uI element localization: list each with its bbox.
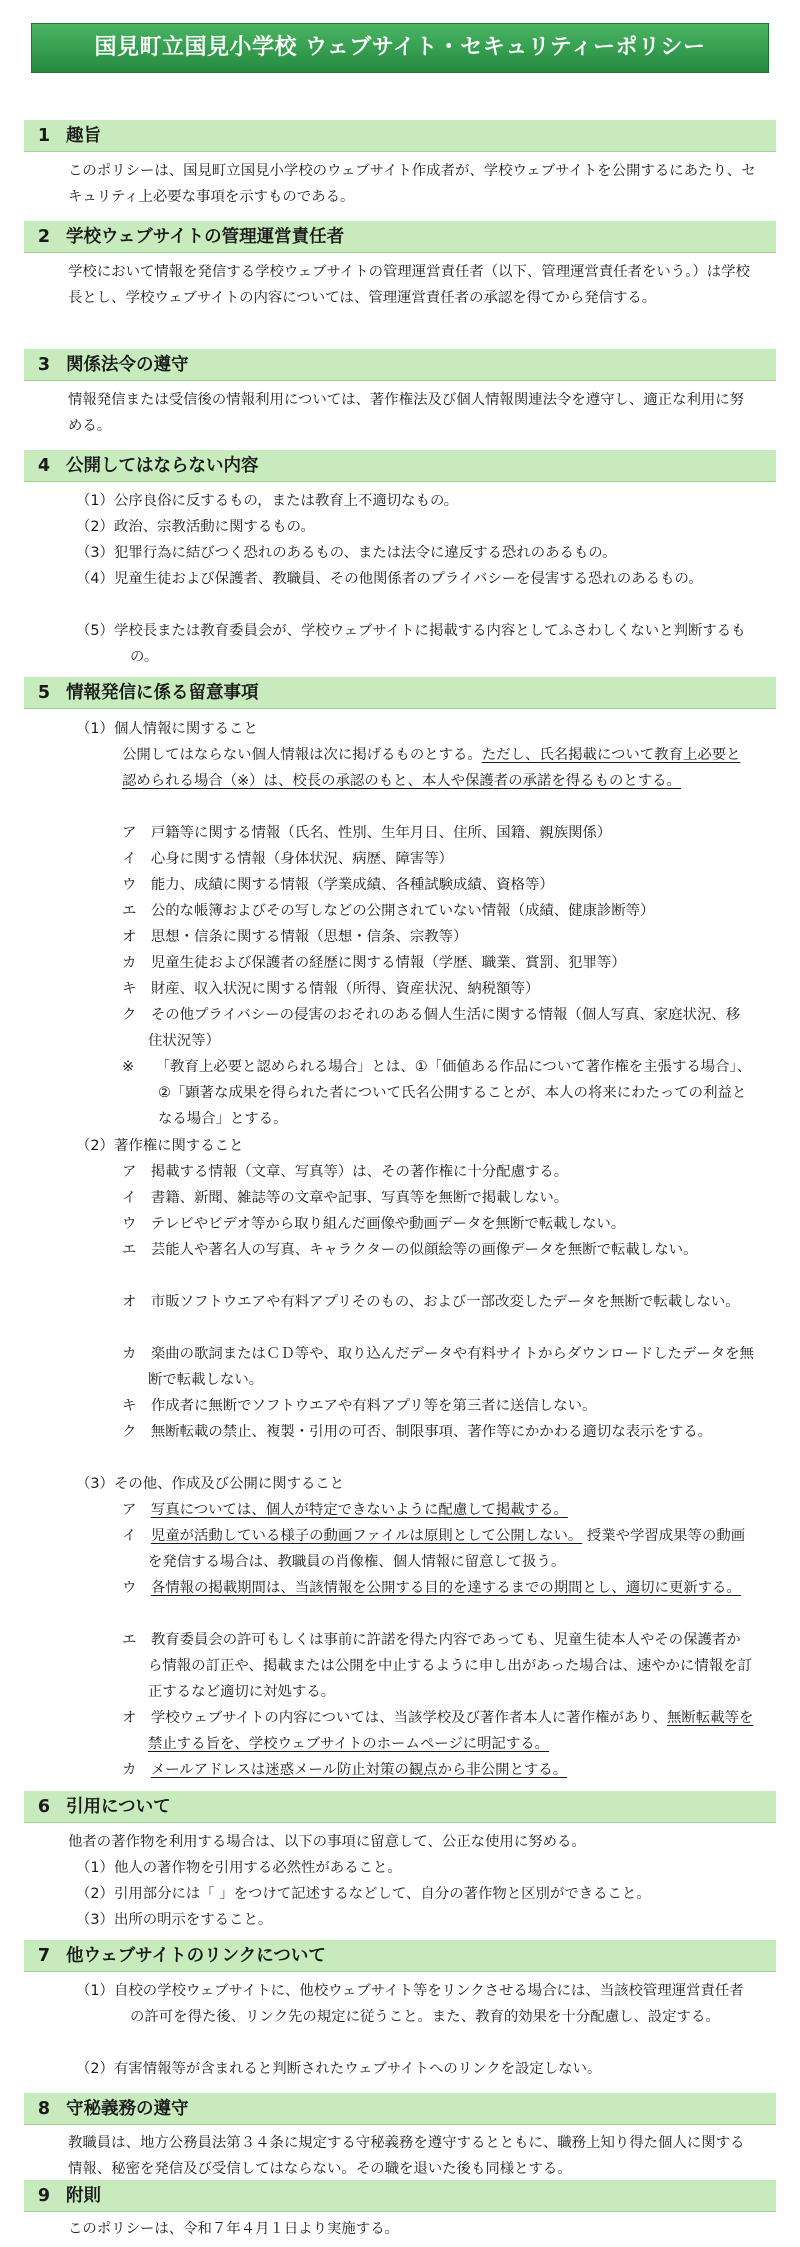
section-title: 他ウェブサイトのリンクについて — [66, 1945, 326, 1966]
section-title: 趣旨 — [66, 125, 101, 146]
section-title: 引用について — [66, 1796, 171, 1817]
list-item: カ 児童生徒および保護者の経歴に関する情報（学歴、職業、賞罰、犯罪等） — [122, 955, 626, 971]
section-title: 関係法令の遵守 — [66, 354, 189, 375]
list-item: ア 写真については、個人が特定できないように配慮して掲載する。 — [122, 1502, 568, 1518]
section-title: 公開してはならない内容 — [66, 455, 259, 476]
section-number: 1 — [37, 125, 51, 146]
list-item: （3）犯罪行為に結びつく恐れのあるもの、または法令に違反する恐れのあるもの。 — [76, 545, 617, 561]
section-number: 6 — [37, 1796, 51, 1817]
list-item: エ 芸能人や著名人の写真、キャラクターの似顔絵等の画像データを無断で転載しない。 — [122, 1242, 698, 1258]
list-item: （1）公序良俗に反するもの，または教育上不適切なもの。 — [76, 493, 459, 509]
list-item: ク その他プライバシーの侵害のおそれのある個人生活に関する情報（個人写真、家庭状況、移住状況等） — [122, 1007, 741, 1049]
list-item: ク 無断転載の禁止、複製・引用の可否、制限事項、著作等にかかわる適切な表示をする。 — [122, 1424, 713, 1440]
list-item: （2）有害情報等が含まれると判断されたウェブサイトへのリンクを設定しない。 — [76, 2061, 602, 2077]
section-number: 4 — [37, 455, 51, 476]
section-text-citation: 他者の著作物を利用する場合は、以下の事項に留意して、公正な使用に努める。 — [68, 1834, 586, 1850]
section-text-appendix: このポリシーは、令和７年４月１日より実施する。 — [68, 2221, 399, 2237]
page-title: 国見町立国見小学校 ウェブサイト・セキュリティーポリシー — [31, 23, 769, 73]
section-heading-citation — [24, 1791, 776, 1823]
section-heading-links — [24, 1940, 776, 1972]
list-item: ア 掲載する情報（文章、写真等）は、その著作権に十分配慮する。 — [122, 1164, 569, 1180]
list-item: イ 書籍、新聞、雑誌等の文章や記事、写真等を無断で掲載しない。 — [122, 1190, 569, 1206]
list-item: ウ 能力、成績に関する情報（学業成績、各種試験成績、資格等） — [122, 877, 554, 893]
list-item: （5）学校長または教育委員会が、学校ウェブサイトに掲載する内容としてふさわしくないと判断するもの。 — [76, 623, 746, 665]
section-number: 7 — [37, 1945, 51, 1966]
section-text-purpose: このポリシーは、国見町立国見小学校のウェブサイト作成者が、学校ウェブサイトを公開するにあたり、セキュリティ上必要な事項を示すものである。 — [68, 163, 756, 205]
list-item: （3）出所の明示をすること。 — [76, 1912, 273, 1928]
list-item: ア 戸籍等に関する情報（氏名、性別、生年月日、住所、国籍、親族関係） — [122, 825, 612, 841]
section-title: 附則 — [66, 2185, 101, 2206]
section-heading-confidentiality — [24, 2093, 776, 2125]
section-number: 3 — [37, 354, 51, 375]
section-text-confidentiality: 教職員は、地方公務員法第３４条に規定する守秘義務を遵守するとともに、職務上知り得た個人に関する情報、秘密を発信及び受信してはならない。その職を退いた後も同様とする。 — [68, 2135, 745, 2177]
list-item: カ 楽曲の歌詞またはＣＤ等や、取り込んだデータや有料サイトからダウンロードしたデータを無断で転載しない。 — [122, 1346, 754, 1388]
list-item: イ 児童が活動している様子の動画ファイルは原則として公開しない。 授業や学習成果等の動画を発信する場合は、教職員の肖像権、個人情報に留意して扱う。 — [122, 1528, 746, 1570]
list-item: エ 教育委員会の許可もしくは事前に許諾を得た内容であっても、児童生徒本人やその保護者から情報の訂正や、掲載または公開を中止するように申し出があった場合は、速やかに情報を訂正するなど適切に対処する。 — [122, 1632, 752, 1700]
section-heading-notes — [24, 677, 776, 709]
list-item: ウ 各情報の掲載期間は、当該情報を公開する目的を達するまでの期間とし、適切に更新する。 — [122, 1580, 741, 1596]
list-item: （1）自校の学校ウェブサイトに、他校ウェブサイト等をリンクさせる場合には、当該校管理運営責任者の許可を得た後、リンク先の規定に従うこと。また、教育的効果を十分配慮し、設定する。 — [76, 1983, 744, 2025]
list-item: イ 心身に関する情報（身体状況、病歴、障害等） — [122, 851, 454, 867]
section-number: 2 — [37, 226, 51, 247]
section-number: 5 — [37, 682, 51, 703]
group-heading-personal-info: （1）個人情報に関すること — [76, 721, 258, 737]
list-item: オ 市販ソフトウエアや有料アプリそのもの、および一部改変したデータを無断で転載しない。 — [122, 1294, 740, 1310]
section-title: 情報発信に係る留意事項 — [66, 682, 259, 703]
group-heading-copyright: （2）著作権に関すること — [76, 1138, 244, 1154]
section-heading-laws — [24, 349, 776, 381]
list-item: （2）引用部分には「 」をつけて記述するなどして、自分の著作物と区別ができること。 — [76, 1886, 651, 1902]
list-item: （2）政治、宗教活動に関するもの。 — [76, 519, 315, 535]
note-item: ※ 「教育上必要と認められる場合」とは、①「価値ある作品について著作権を主張する場合」、②「顕著な成果を得られた者について氏名公開することが、本人の将来にわたっての利益となる場合」とする。 — [122, 1059, 752, 1127]
section-heading-appendix — [24, 2180, 776, 2212]
section-title: 守秘義務の遵守 — [66, 2098, 189, 2119]
list-item: （1）他人の著作物を引用する必然性があること。 — [76, 1860, 402, 1876]
list-item: オ 学校ウェブサイトの内容については、当該学校及び著作者本人に著作権があり、無断転載等を禁止する旨を、学校ウェブサイトのホームページに明記する。 — [122, 1710, 754, 1752]
section-heading-admin — [24, 221, 776, 253]
personal-info-intro: 公開してはならない個人情報は次に掲げるものとする。ただし、氏名掲載について教育上必要と認められる場合（※）は、校長の承認のもと、本人や保護者の承諾を得るものとする。 — [122, 747, 741, 789]
list-item: （4）児童生徒および保護者、教職員、その他関係者のプライバシーを侵害する恐れのあるもの。 — [76, 571, 703, 587]
group-heading-other: （3）その他、作成及び公開に関すること — [76, 1476, 345, 1492]
list-item: ウ テレビやビデオ等から取り組んだ画像や動画データを無断で転載しない。 — [122, 1216, 626, 1232]
section-heading-purpose — [24, 120, 776, 152]
section-text-laws: 情報発信または受信後の情報利用については、著作権法及び個人情報関連法令を遵守し、適正な利用に努める。 — [68, 392, 745, 434]
section-number: 8 — [37, 2098, 51, 2119]
section-title: 学校ウェブサイトの管理運営責任者 — [66, 226, 345, 247]
list-item: カ メールアドレスは迷惑メール防止対策の観点から非公開とする。 — [122, 1762, 568, 1778]
list-item: オ 思想・信条に関する情報（思想・信条、宗教等） — [122, 929, 468, 945]
list-item: エ 公的な帳簿およびその写しなどの公開されていない情報（成績、健康診断等） — [122, 903, 655, 919]
section-heading-prohibited — [24, 450, 776, 482]
list-item: キ 財産、収入状況に関する情報（所得、資産状況、納税額等） — [122, 981, 540, 997]
section-text-admin: 学校において情報を発信する学校ウェブサイトの管理運営責任者（以下、管理運営責任者をいう。）は学校長とし、学校ウェブサイトの内容については、管理運営責任者の承認を得てから発信する。 — [68, 264, 750, 306]
section-number: 9 — [37, 2185, 51, 2206]
list-item: キ 作成者に無断でソフトウエアや有料アプリ等を第三者に送信しない。 — [122, 1398, 597, 1414]
